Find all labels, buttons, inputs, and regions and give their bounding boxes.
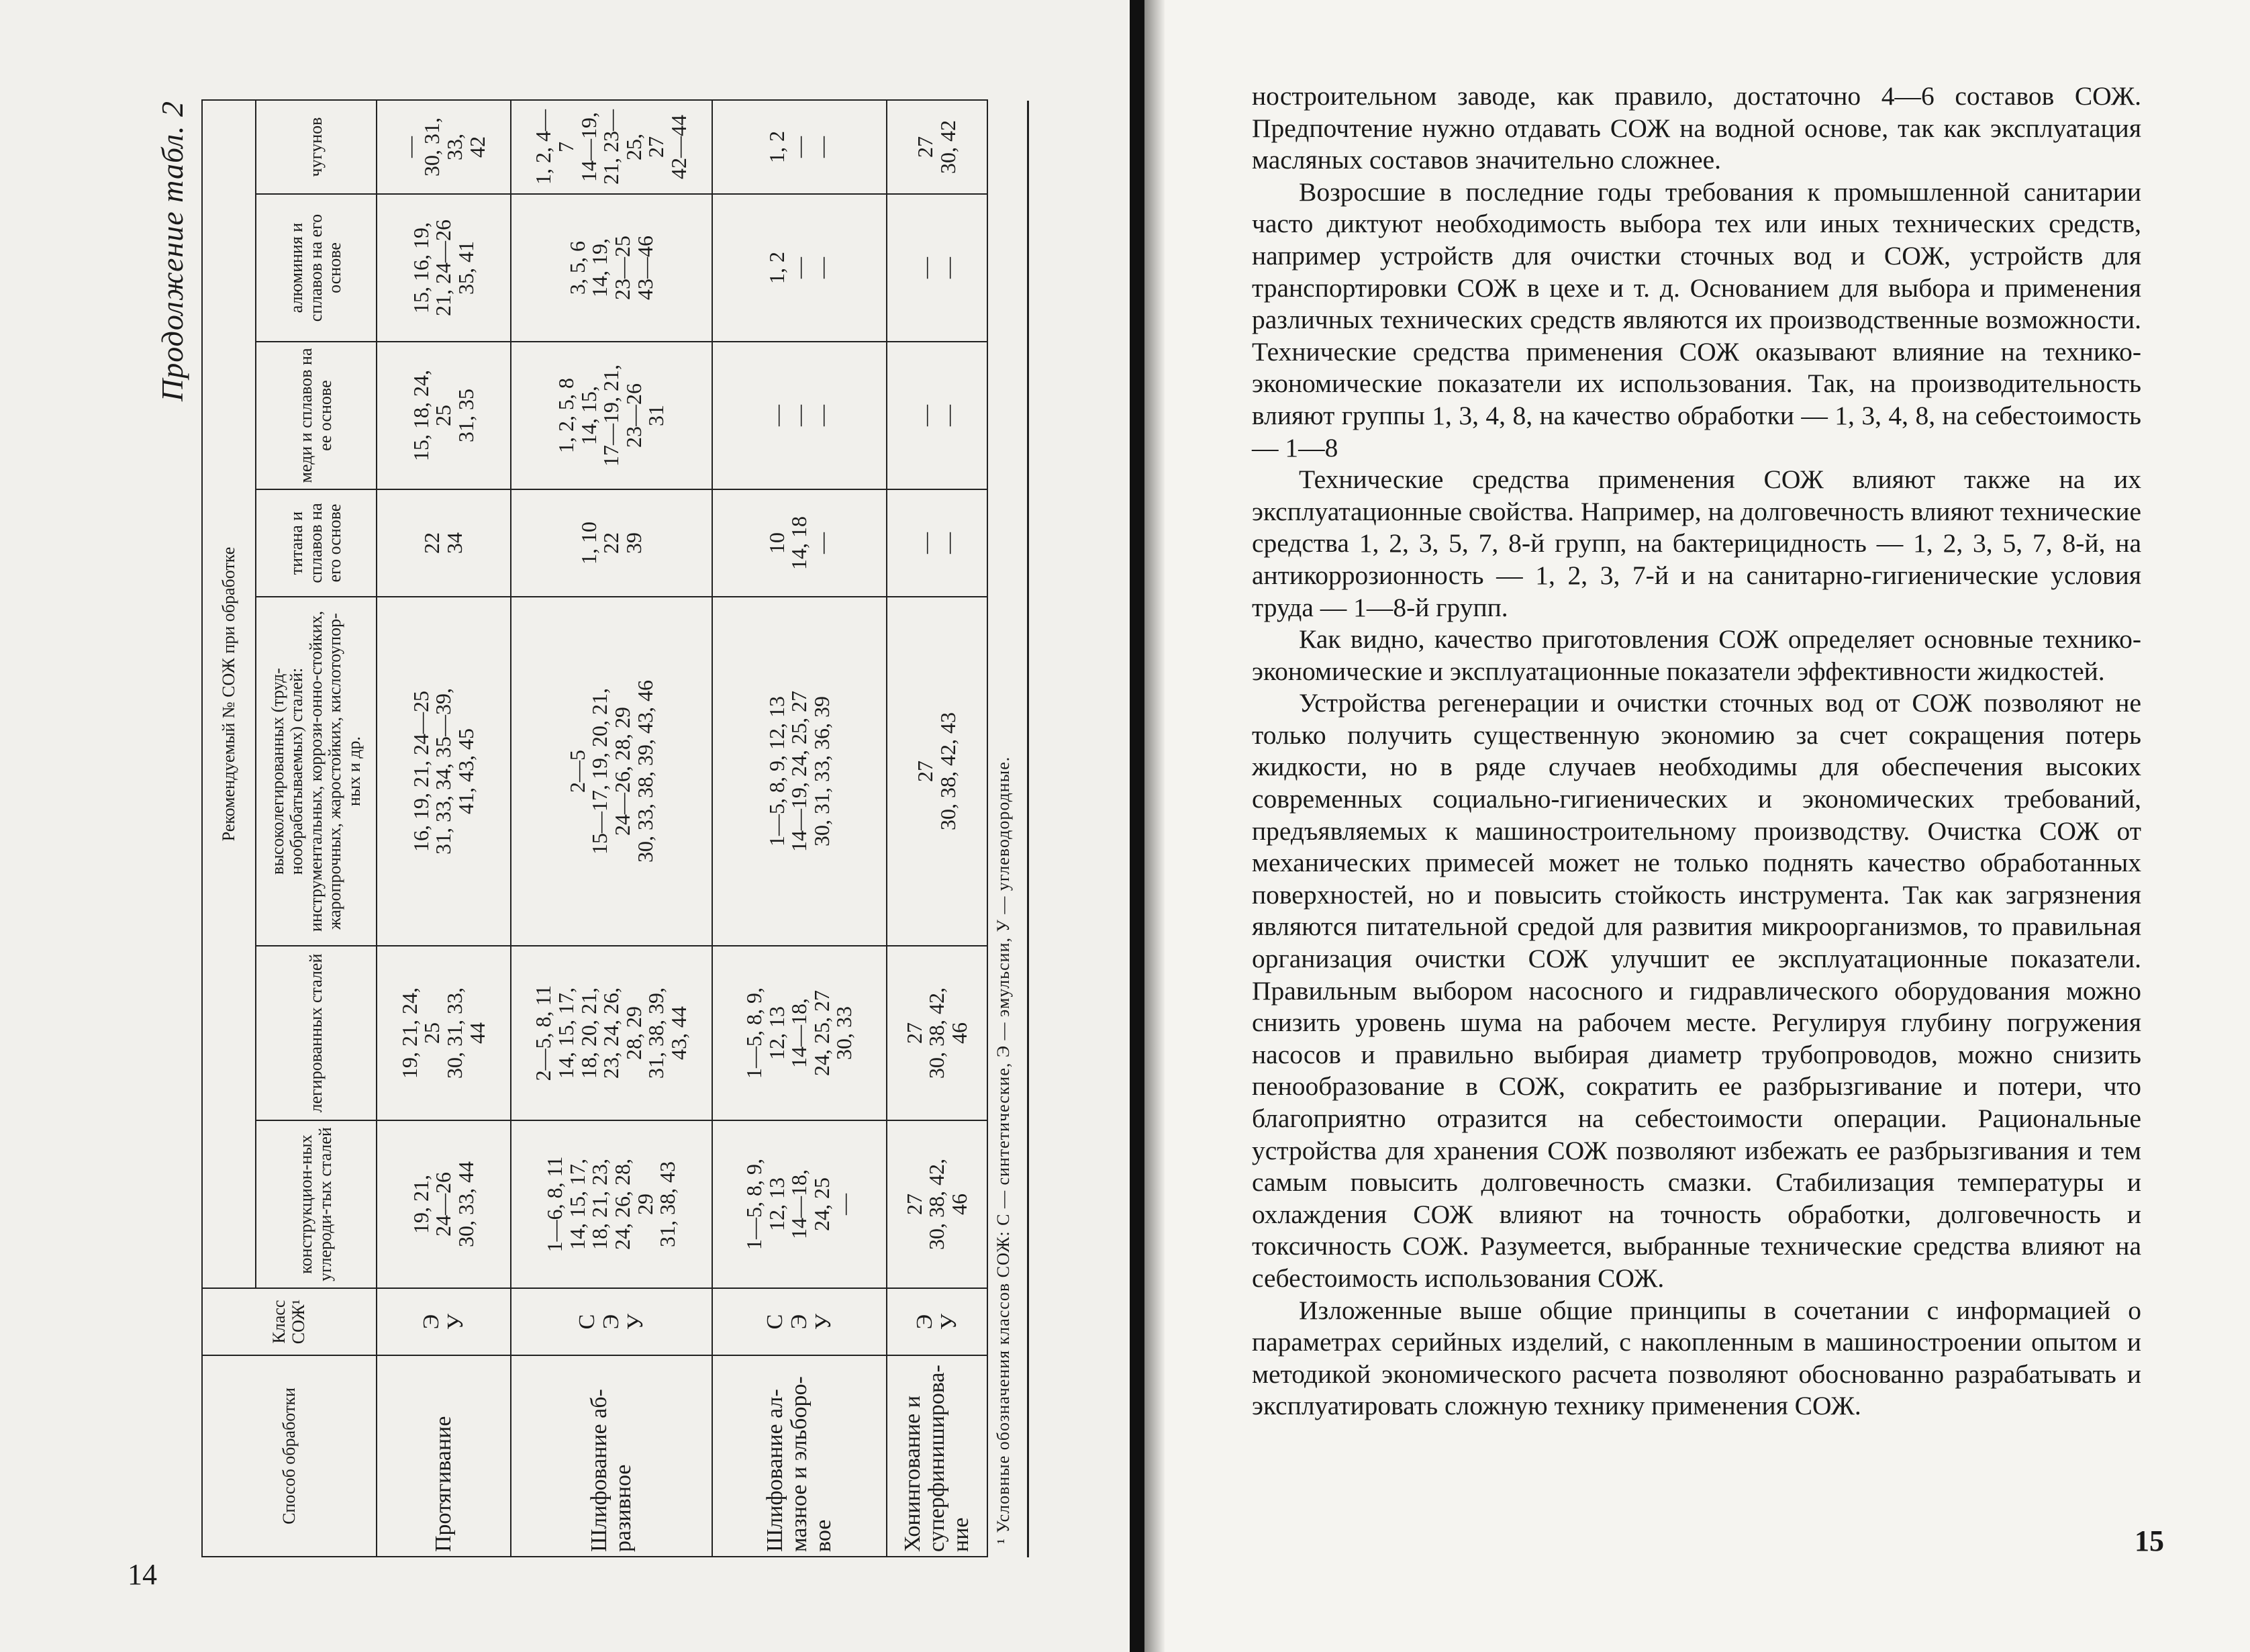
header-col: алюминия и сплавов на его основе xyxy=(256,194,377,342)
value-cell: — — xyxy=(887,489,987,597)
gutter-shadow xyxy=(1144,0,1165,1652)
value-cell: 3, 5, 6 14, 19, 23—25 43—46 xyxy=(511,194,712,342)
header-method: Способ обработки xyxy=(202,1355,377,1557)
value-cell: 22 34 xyxy=(377,489,511,597)
value-cell: — — — xyxy=(712,342,887,489)
header-class: Класс СОЖ¹ xyxy=(202,1288,377,1355)
value-cell: 27 30, 42 xyxy=(887,100,987,194)
value-cell: 19, 21, 24—26 30, 33, 44 xyxy=(377,1120,511,1288)
page-number-right: 15 xyxy=(2135,1524,2164,1557)
paragraph: Устройства регенерации и очистки сточных вод от СОЖ позволяют не только получить существенную экономию за счет сокращения потерь жидкости, но в ряде случаев необходимы для обеспечения высоких современных социально-гигиенических и экономических требований, предъявляемых к машиностроительному производству. Очистка СОЖ от механических примесей может не только поднять качество обработанных поверхностей, но и повысить стойкость инструмента. Так как загрязнения являются питательной средой для развития микроорганизмов, то правильная организация очистки СОЖ улучшит ее эксплуатационные показатели. Правильным выбором насосного и гидравлического оборудования можно снизить уровень шума на рабочем месте. Регулируя глубину погружения насосов и правильно выбирая диаметр трубопроводов, можно снизить пенообразование в СОЖ, сократить ее разбрызгивание и потери, что благоприятно отразится на себестоимости операции. Рациональные устройства для хранения СОЖ позволяют избежать ее разбрызгивания и тем самым повысить долговечность смазки. Стабилизация температуры и охлаждения СОЖ влияют на точность обработки, долговечность и токсичность СОЖ. Разумеется, выбранные технические средства влияют на себестоимость использования СОЖ. xyxy=(1252,688,2141,1293)
value-cell: 1—5, 8, 9, 12, 13 14—19, 24, 25, 27 30, 31, 33, 36, 39 xyxy=(712,597,887,946)
value-cell: 19, 21, 24, 25 30, 31, 33, 44 xyxy=(377,946,511,1120)
rotated-table-block xyxy=(154,101,1040,1557)
method-cell: Хонингование и суперфиниширова-ние xyxy=(887,1355,987,1557)
table-row xyxy=(377,100,511,1557)
header-col: высоколегированных (труд-нообрабатываемых) сталей: инструментальных, коррози-онно-стойких, жаропрочных, жаростойких, кислотоупор-ных и др. xyxy=(256,597,377,946)
paragraph: Технические средства применения СОЖ влияют также на их эксплуатационные свойства. Например, на долговечность влияют технические средства 1, 2, 3, 5, 7, 8-й групп, на бактерицидность — 1, 2, 3, 5, 7, 8-й, на антикоррозионность — 1, 2, 3, 7-й и на санитарно-гигиенические условия труда — 1—8-й групп. xyxy=(1252,465,2141,622)
value-cell: 15, 18, 24, 25 31, 35 xyxy=(377,342,511,489)
method-cell: Протягивание xyxy=(377,1355,511,1557)
value-cell: 1—5, 8, 9, 12, 13 14—18, 24, 25 — xyxy=(712,1120,887,1288)
value-cell: 15, 16, 19, 21, 24—26 35, 41 xyxy=(377,194,511,342)
header-col: конструкцион-ных углероди-тых сталей xyxy=(256,1120,377,1288)
value-cell: 1, 2 — — xyxy=(712,194,887,342)
value-cell: 1—6, 8, 11 14, 15, 17, 18, 21, 23, 24, 26, 28, 29 31, 38, 43 xyxy=(511,1120,712,1288)
value-cell: 27 30, 38, 42, 43 xyxy=(887,597,987,946)
header-col: чугунов xyxy=(256,100,377,194)
value-cell: 27 30, 38, 42, 46 xyxy=(887,1120,987,1288)
header-col: легированных сталей xyxy=(256,946,377,1120)
value-cell: 1, 2 — — xyxy=(712,100,887,194)
paragraph: Изложенные выше общие принципы в сочетании с информацией о параметрах серийных изделий, с накопленным в машиностроении опытом и методикой экономического расчета позволяют обоснованно разрабатывать и эксплуатировать сложную технику применения СОЖ. xyxy=(1252,1295,2141,1421)
table-caption: Продолжение табл. 2 xyxy=(155,101,189,401)
class-cell: Э У xyxy=(887,1288,987,1355)
header-group: Рекомендуемый № СОЖ при обработке xyxy=(202,100,256,1288)
class-cell: С Э У xyxy=(712,1288,887,1355)
header-col: меди и сплавов на ее основе xyxy=(256,342,377,489)
table-row xyxy=(887,100,987,1557)
method-cell: Шлифование ал-мазное и эльборо-вое xyxy=(712,1355,887,1557)
value-cell: 2—5 15—17, 19, 20, 21, 24—26, 28, 29 30, 33, 38, 39, 43, 46 xyxy=(511,597,712,946)
divider xyxy=(1027,101,1029,1557)
header-col: титана и сплавов на его основе xyxy=(256,489,377,597)
method-cell: Шлифование аб-разивное xyxy=(511,1355,712,1557)
value-cell: 1, 2, 5, 8 14, 15, 17—19, 21, 23—26 31 xyxy=(511,342,712,489)
paragraph: Как видно, качество приготовления СОЖ определяет основные технико-экономические и эксплуатационные показатели эффективности жидкостей. xyxy=(1252,624,2141,686)
class-cell: С Э У xyxy=(511,1288,712,1355)
value-cell: 1, 10 22 39 xyxy=(511,489,712,597)
value-cell: — — xyxy=(887,194,987,342)
body-text xyxy=(1252,81,2141,1422)
paragraph: Возросшие в последние годы требования к промышленной санитарии часто диктуют необходимость выбора тех или иных технических средств, например устройств для очистки сточных вод и СОЖ, устройств для транспортировки СОЖ в цехе и т. д. Основанием для выбора и применения различных технических средств являются их производственные возможности. Технические средства применения СОЖ оказывают влияние на технико-экономические показатели их использования. Так, на производительность влияют группы 1, 3, 4, 8, на качество обработки — 1, 3, 4, 8, на себестоимость — 1—8 xyxy=(1252,177,2141,463)
book-gutter xyxy=(1130,0,1144,1652)
table-row xyxy=(712,100,887,1557)
value-cell: — 30, 31, 33, 42 xyxy=(377,100,511,194)
coolant-table xyxy=(201,99,988,1557)
class-cell: Э У xyxy=(377,1288,511,1355)
value-cell: 27 30, 38, 42, 46 xyxy=(887,946,987,1120)
value-cell: 16, 19, 21, 24—25 31, 33, 34, 35—39, 41, 43, 45 xyxy=(377,597,511,946)
paragraph: ностроительном заводе, как правило, достаточно 4—6 составов СОЖ. Предпочтение нужно отдавать СОЖ на водной основе, так как эксплуатация масляных составов значительно сложнее. xyxy=(1252,81,2141,175)
value-cell: 10 14, 18 — xyxy=(712,489,887,597)
value-cell: 1—5, 8, 9, 12, 13 14—18, 24, 25, 27 30, 33 xyxy=(712,946,887,1120)
value-cell: — — xyxy=(887,342,987,489)
page-number-left: 14 xyxy=(128,1558,157,1591)
table-row xyxy=(511,100,712,1557)
value-cell: 2—5, 8, 11 14, 15, 17, 18, 20, 21, 23, 24, 26, 28, 29 31, 38, 39, 43, 44 xyxy=(511,946,712,1120)
table-footnote: ¹ Условные обозначения классов СОЖ: С — синтетические, Э — эмульсии, У — углеводородные. xyxy=(993,756,1013,1544)
value-cell: 1, 2, 4—7 14—19, 21, 23—25, 27 42—44 xyxy=(511,100,712,194)
